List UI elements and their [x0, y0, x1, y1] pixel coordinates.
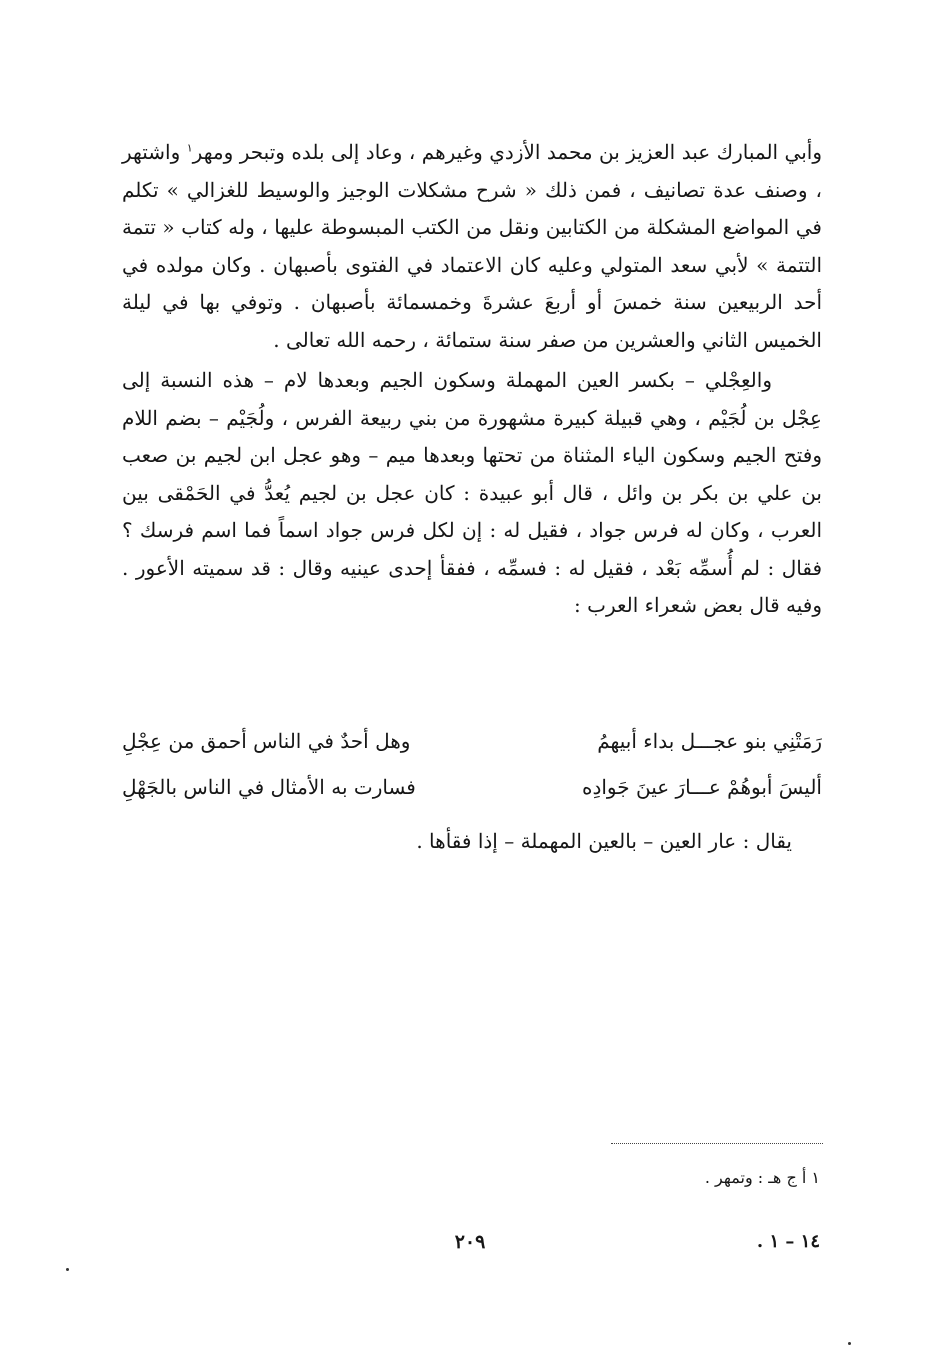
footnote: ١ أ ج هـ : وتمهر .	[704, 1168, 820, 1187]
paragraph-2: والعِجْلي – بكسر العين المهملة وسكون الجيم وبعدها لام – هذه النسبة إلى عِجْل بن لُجَيْم ، وهي قبيلة كبيرة مشهورة من بني ربيعة الفرس ، ولُجَيْم – بضم اللام وفتح الجيم وسكون الياء المثناة من تحتها وبعدها ميم – وهو عجل ابن لجيم بن صعب بن علي بن بكر بن وائل ، قال أبو عبيدة : كان عجل بن لجيم يُعدُّ في الحَمْقى بين العرب ، وكان له فرس جواد ، فقيل له : إن لكل فرس جواد اسماً فما اسم فرسك ؟ فقال : لم أُسمِّه بَعْد ، فقيل له : فسمِّه ، ففقأ إحدى عينيه وقال : قد سميته الأعور . وفيه قال بعض شعراء العرب :	[122, 368, 822, 617]
paragraph-1-rest: واشتهر ، وصنف عدة تصانيف ، فمن ذلك « شرح مشكلات الوجيز والوسيط للغزالي » تكلم في المواضع المشكلة من الكتابين ونقل من الكتب المبسوطة عليها ، وله كتاب « تتمة التتمة » لأبي سعد المتولي وعليه كان الاعتماد في الفتوى بأصبهان . وكان مولده في أحد الربيعين سنة خمسَ أو أربعَ عشرةَ وخمسمائة بأصبهان . وتوفي بها في ليلة الخميس الثاني والعشرين من صفر سنة ستمائة ، رحمه الله تعالى .	[122, 140, 822, 352]
verse-1-second-hemistich: وهل أحدٌ في الناس أحمق من عِجْلِ	[122, 729, 411, 753]
scan-speck	[66, 1268, 69, 1271]
paragraph-1	[122, 134, 822, 359]
verse-2	[122, 764, 822, 810]
main-text	[122, 134, 822, 625]
page-number: ٢٠٩	[454, 1231, 486, 1253]
printer-signature: ١٤ – ١ .	[756, 1231, 820, 1252]
verse-1-first-hemistich: رَمَتْنِي بنو عجـــل بداء أبيهمُ	[597, 729, 822, 753]
verse-2-second-hemistich: فسارت به الأمثال في الناس بالجَهْلِ	[122, 775, 416, 799]
verse-1	[122, 718, 822, 764]
footnote-divider	[611, 1143, 823, 1144]
poem	[122, 718, 822, 810]
footnote-marker: ١	[186, 141, 193, 155]
paragraph-1-start: وأبي المبارك عبد العزيز بن محمد الأزدي وغيرهم ، وعاد إلى بلده وتبحر ومهر	[192, 140, 823, 164]
verse-2-first-hemistich: أليسَ أبوهُمْ عـــارَ عينَ جَوادِه	[581, 775, 822, 799]
scan-speck	[848, 1342, 851, 1345]
verse-explanation: يقال : عار العين – بالعين المهملة – إذا فقأها .	[416, 829, 792, 853]
